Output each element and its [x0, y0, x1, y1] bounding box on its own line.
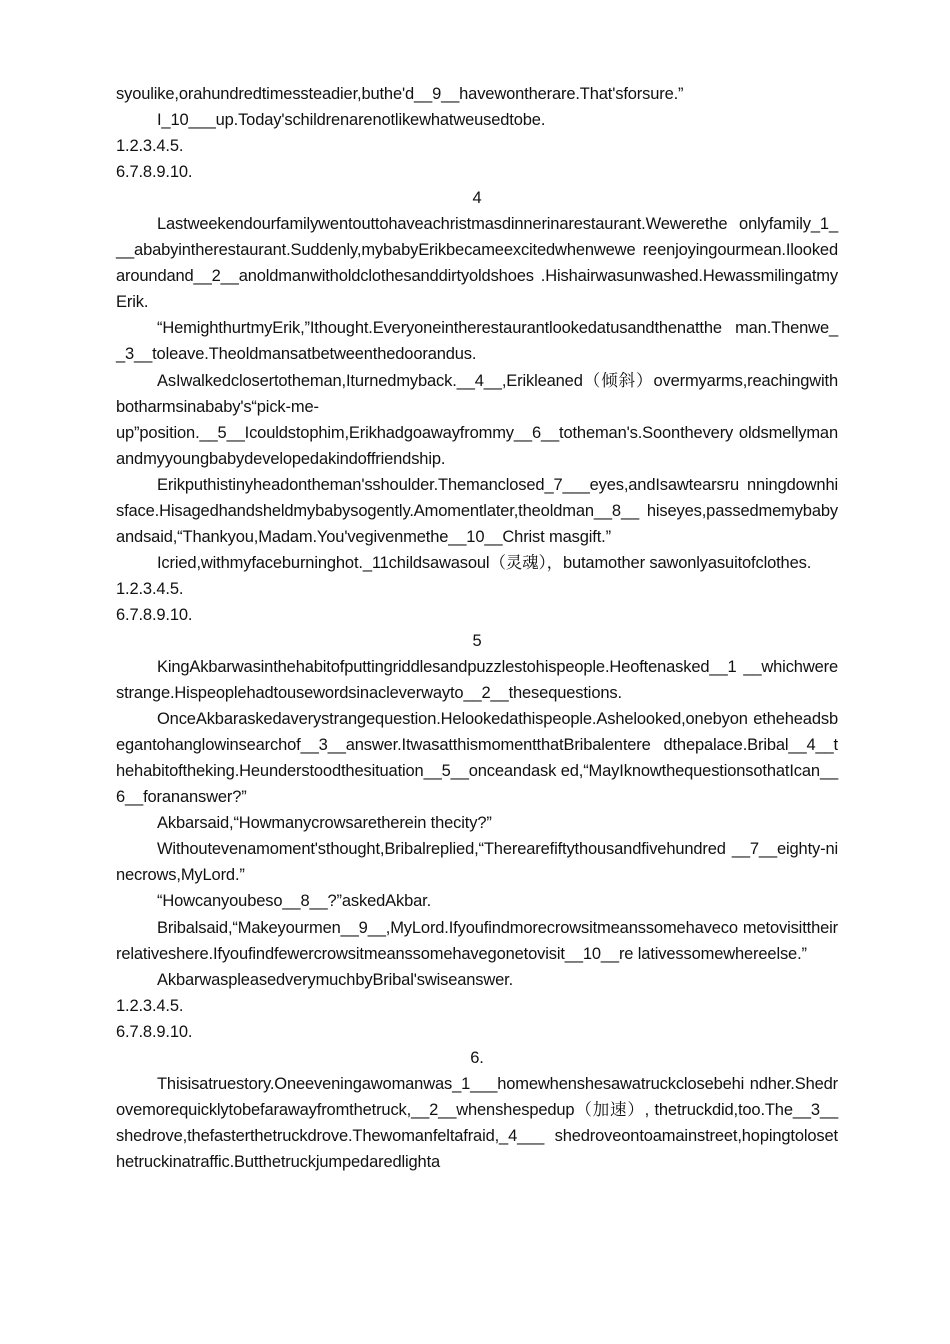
passage5-paragraph-6: Bribalsaid,“Makeyourmen__9__,MyLord.Ifyoufindmorecrowsitmeanssomehaveco metovisittheirrelativeshere.Ifyoufindfewercrowsitmeanssomehavegonetovisit__10__re lativessomewhereelse.”	[116, 918, 838, 963]
passage5-answers-1: 1.2.3.4.5.	[116, 996, 184, 1015]
passage3-line1: syoulike,orahundredtimessteadier,buthe'd__9__havewontherare.That'sforsure.”	[116, 85, 684, 103]
passage5-answers-2: 6.7.8.9.10.	[116, 1022, 193, 1041]
passage4-paragraph-4: Erikputhistinyheadontheman'sshoulder.Themanclosed_7___eyes,andIsawtearsru nningdownhisface.Hisagedhandsheldmybabysogently.Amomentlater,theoldman__8__ hiseyes,passedmemybabyandsaid,“Thankyou,Madam.You'vegivenmethe__10__Christ masgift.”	[116, 475, 838, 546]
passage4-paragraph-2: “HemighthurtmyErik,”Ithought.Everyoneintherestaurantlookedatusandthenatthe man.Thenwe__3__toleave.Theoldmansatbetweenthedoorandus.	[116, 319, 838, 364]
passage5-number: 5	[472, 631, 482, 650]
passage3-answers-1: 1.2.3.4.5.	[116, 137, 184, 156]
passage5-paragraph-7: AkbarwaspleasedverymuchbyBribal'swiseanswer.	[157, 970, 514, 989]
passage3-answers-2: 6.7.8.9.10.	[116, 163, 193, 182]
document-page	[116, 81, 838, 1175]
passage5-paragraph-2: OnceAkbaraskedaverystrangequestion.Helookedathispeople.Ashelooked,onebyon etheheadsbegantohanglowinsearchof__3__answer.ItwasatthismomentthatBribalentere dthepalace.Bribal__4__thehabitoftheking.Heunderstoodthesituation__5__onceandask ed,“MayIknowthequestionsothatIcan__6__forananswer?”	[116, 710, 838, 807]
passage3-line2: I_10___up.Today'schildrenarenotlikewhatweusedtobe.	[157, 111, 546, 130]
passage5-paragraph-1: KingAkbarwasinthehabitofputtingriddlesandpuzzlestohispeople.Heoftenasked__1 __whichwerestrange.Hispeoplehadtousewordsinacleverwayto__2__thesequestions.	[116, 658, 838, 703]
passage6-paragraph-1: Thisisatruestory.Oneeveningawomanwas_1___homewhenshesawatruckclosebehi ndher.Shedrovemorequicklytobefarawayfromthetruck,__2__whenshespedup（加速）, thetruckdid,too.The__3__shedrove,thefasterthetruckdrove.Thewomanfeltafraid,_4___ shedroveontoamainstreet,hopingtolosethetruckinatraffic.Butthetruckjumpedaredlighta	[116, 1074, 838, 1171]
passage4-paragraph-3b: up”position.__5__Icouldstophim,Erikhadgoawayfrommy__6__totheman's.Soonthevery oldsmellymanandmyyoungbabydevelopedakindoffriendship.	[116, 423, 838, 468]
passage5-paragraph-3: Akbarsaid,“Howmanycrowsaretherein thecity?”	[157, 814, 492, 833]
passage6-number: 6.	[470, 1048, 484, 1067]
passage4-paragraph-5: Icried,withmyfaceburninghot._11childsawasoul（灵魂），butamother sawonlyasuitofclothes.	[157, 553, 812, 572]
passage4-paragraph-3a: AsIwalkedclosertotheman,Iturnedmyback.__4__,Erikleaned（倾斜）overmyarms,reachingwithbotharmsinababy's“pick-me-	[116, 371, 838, 416]
passage4-number: 4	[472, 189, 482, 208]
passage4-answers-1: 1.2.3.4.5.	[116, 579, 184, 598]
passage4-paragraph-1: Lastweekendourfamilywentouttohaveachristmasdinnerinarestaurant.Wewerethe onlyfamily_1___ababyintherestaurant.Suddenly,mybabyErikbecameexcitedwhenwewe reenjoyingourmean.Ilookedaroundand__2__anoldmanwitholdclothesanddirtyoldshoes .Hishairwasunwashed.HewassmilingatmyErik.	[116, 215, 838, 312]
passage5-paragraph-5: “Howcanyoubeso__8__?”askedAkbar.	[157, 892, 432, 911]
passage5-paragraph-4: Withoutevenamoment'sthought,Bribalreplied,“Therearefiftythousandfivehundred __7__eighty-ninecrows,MyLord.”	[116, 840, 838, 885]
passage4-answers-2: 6.7.8.9.10.	[116, 605, 193, 624]
